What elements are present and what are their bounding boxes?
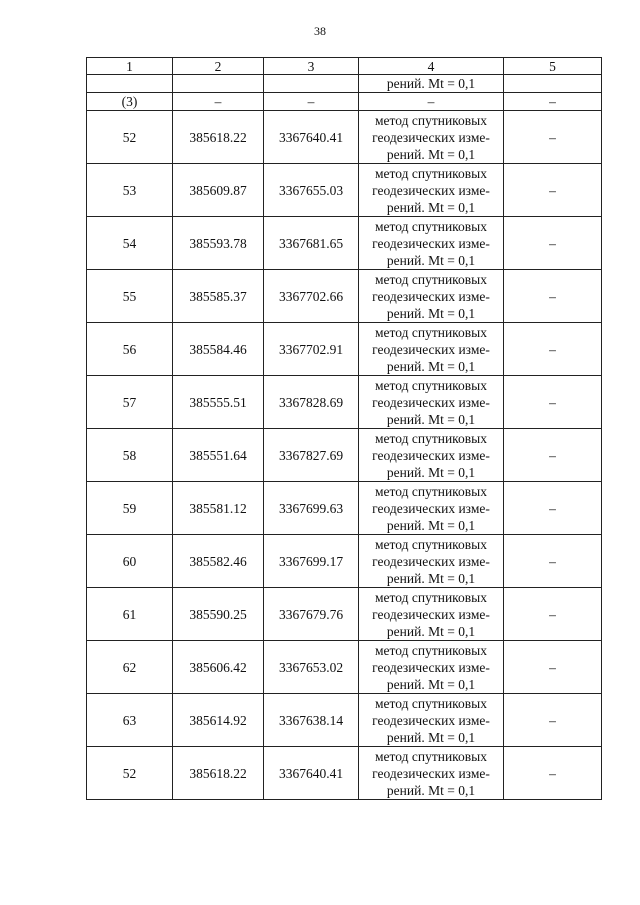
method-line: геодезических изме- [372,288,490,304]
table-row [87,323,602,376]
note-dash: – [504,641,602,694]
note-dash: – [504,323,602,376]
note-dash: – [504,376,602,429]
header-row [87,58,602,75]
note-dash: – [504,164,602,217]
table-row [87,641,602,694]
method-line: геодезических изме- [372,447,490,463]
continuation-row [87,75,602,93]
coordinate-y: 3367655.03 [264,164,359,217]
table-row [87,694,602,747]
method-description [359,111,504,164]
table-row [87,376,602,429]
header-cell-4: 4 [359,58,504,75]
method-line: рений. Mt = 0,1 [386,252,476,268]
point-number: 57 [87,376,173,429]
table-row [87,588,602,641]
coordinate-x: 385582.46 [173,535,264,588]
method-line: метод спутниковых [375,165,487,181]
coordinate-y: 3367827.69 [264,429,359,482]
method-line: рений. Mt = 0,1 [386,358,476,374]
table-row [87,482,602,535]
point-number: 52 [87,111,173,164]
method-line: рений. Mt = 0,1 [386,782,476,798]
coordinate-y: 3367702.66 [264,270,359,323]
method-line: метод спутниковых [375,377,487,393]
point-number: 60 [87,535,173,588]
note-dash: – [504,429,602,482]
section-row [87,93,602,111]
coordinate-y: 3367640.41 [264,111,359,164]
coordinate-x: 385614.92 [173,694,264,747]
method-line: рений. Mt = 0,1 [386,305,476,321]
method-description [359,482,504,535]
coordinate-x: 385609.87 [173,164,264,217]
coordinate-y: 3367640.41 [264,747,359,800]
header-cell-1: 1 [87,58,173,75]
note-dash: – [504,482,602,535]
continuation-cell-2 [173,75,264,93]
method-line: рений. Mt = 0,1 [386,729,476,745]
method-line: геодезических изме- [372,129,490,145]
point-number: 52 [87,747,173,800]
continuation-cell-3 [264,75,359,93]
method-description [359,270,504,323]
method-description [359,588,504,641]
method-line: рений. Mt = 0,1 [386,570,476,586]
coordinate-x: 385555.51 [173,376,264,429]
header-cell-2: 2 [173,58,264,75]
method-description [359,217,504,270]
section-dash-3: – [264,93,359,111]
method-line: рений. Mt = 0,1 [386,517,476,533]
method-line: метод спутниковых [375,589,487,605]
method-line: рений. Mt = 0,1 [386,464,476,480]
coordinate-y: 3367653.02 [264,641,359,694]
method-line: рений. Mt = 0,1 [386,199,476,215]
method-description [359,323,504,376]
method-line: геодезических изме- [372,500,490,516]
method-line: геодезических изме- [372,235,490,251]
coordinate-x: 385593.78 [173,217,264,270]
coordinate-x: 385590.25 [173,588,264,641]
method-line: геодезических изме- [372,553,490,569]
coordinate-y: 3367681.65 [264,217,359,270]
method-description [359,535,504,588]
point-number: 62 [87,641,173,694]
method-line: метод спутниковых [375,536,487,552]
section-dash-2: – [173,93,264,111]
method-line: рений. Mt = 0,1 [386,676,476,692]
coordinate-x: 385584.46 [173,323,264,376]
table-row [87,747,602,800]
coordinate-y: 3367699.17 [264,535,359,588]
point-number: 58 [87,429,173,482]
table-row [87,429,602,482]
note-dash: – [504,747,602,800]
method-line: рений. Mt = 0,1 [386,623,476,639]
header-cell-3: 3 [264,58,359,75]
method-line: метод спутниковых [375,112,487,128]
coordinate-y: 3367702.91 [264,323,359,376]
table-row [87,270,602,323]
section-dash-4: – [359,93,504,111]
method-line: геодезических изме- [372,712,490,728]
page-number: 38 [314,24,326,38]
coordinate-y: 3367638.14 [264,694,359,747]
continuation-cell-method: рений. Mt = 0,1 [359,75,504,93]
point-number: 59 [87,482,173,535]
table-row [87,111,602,164]
point-number: 61 [87,588,173,641]
method-line: метод спутниковых [375,748,487,764]
method-line: геодезических изме- [372,765,490,781]
coordinates-table [86,57,602,800]
section-label: (3) [87,93,173,111]
method-line: рений. Mt = 0,1 [386,146,476,162]
method-line: метод спутниковых [375,430,487,446]
note-dash: – [504,588,602,641]
continuation-cell-1 [87,75,173,93]
method-description [359,164,504,217]
method-line: геодезических изме- [372,182,490,198]
coordinate-y: 3367679.76 [264,588,359,641]
method-line: метод спутниковых [375,695,487,711]
header-cell-5: 5 [504,58,602,75]
note-dash: – [504,535,602,588]
note-dash: – [504,270,602,323]
table-row [87,217,602,270]
method-description [359,747,504,800]
coordinate-x: 385618.22 [173,747,264,800]
method-line: метод спутниковых [375,324,487,340]
method-line: метод спутниковых [375,483,487,499]
method-line: геодезических изме- [372,606,490,622]
table-row [87,164,602,217]
method-line: геодезических изме- [372,659,490,675]
method-line: метод спутниковых [375,642,487,658]
coordinate-x: 385606.42 [173,641,264,694]
point-number: 56 [87,323,173,376]
coordinate-x: 385618.22 [173,111,264,164]
table-row [87,535,602,588]
method-description [359,641,504,694]
note-dash: – [504,111,602,164]
method-description [359,694,504,747]
point-number: 53 [87,164,173,217]
coordinate-x: 385581.12 [173,482,264,535]
coordinate-x: 385585.37 [173,270,264,323]
method-description [359,376,504,429]
coordinate-y: 3367699.63 [264,482,359,535]
section-dash-5: – [504,93,602,111]
method-description [359,429,504,482]
method-line: метод спутниковых [375,271,487,287]
point-number: 63 [87,694,173,747]
method-line: метод спутниковых [375,218,487,234]
continuation-cell-5 [504,75,602,93]
point-number: 55 [87,270,173,323]
note-dash: – [504,217,602,270]
method-line: геодезических изме- [372,341,490,357]
note-dash: – [504,694,602,747]
coordinate-x: 385551.64 [173,429,264,482]
point-number: 54 [87,217,173,270]
method-line: рений. Mt = 0,1 [386,411,476,427]
method-line: геодезических изме- [372,394,490,410]
coordinate-y: 3367828.69 [264,376,359,429]
